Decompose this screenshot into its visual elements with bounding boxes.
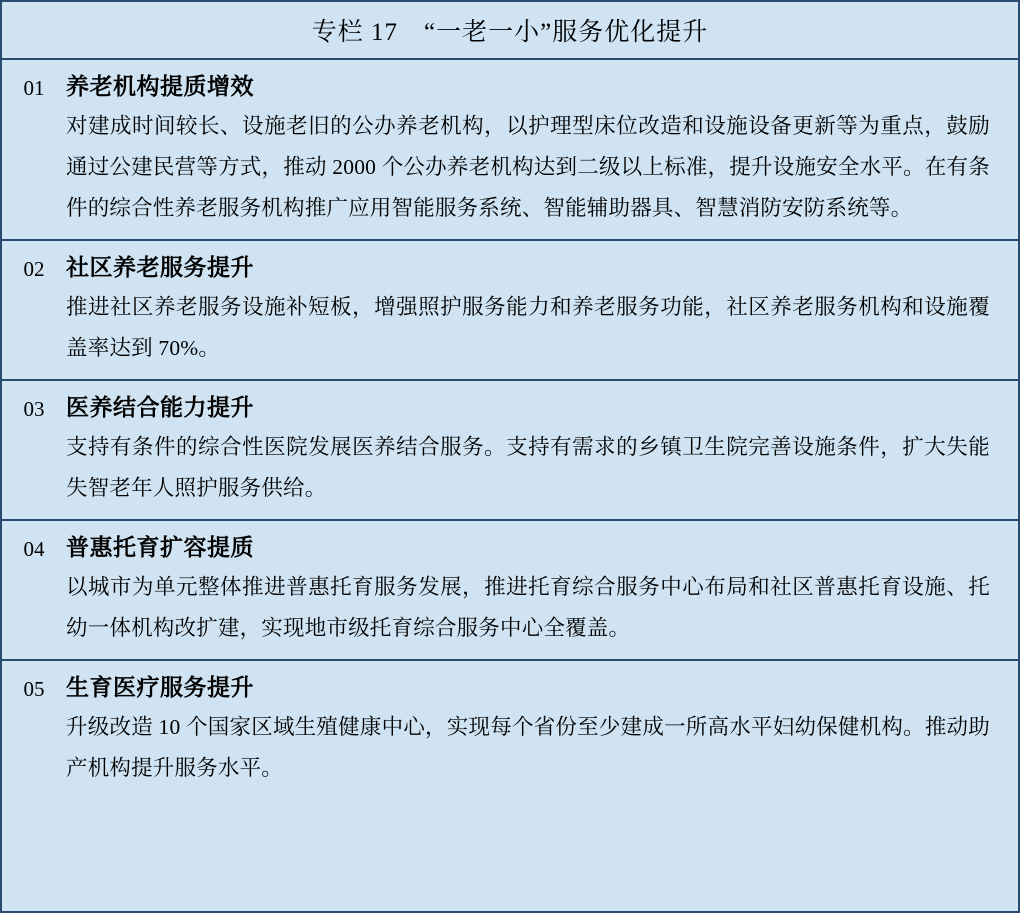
item-text: 升级改造 10 个国家区域生殖健康中心，实现每个省份至少建成一所高水平妇幼保健机构。推动助产机构提升服务水平。	[66, 715, 990, 780]
item-heading: 养老机构提质增效	[66, 74, 254, 99]
list-item	[2, 661, 1018, 799]
item-body	[66, 390, 1018, 509]
item-heading: 生育医疗服务提升	[66, 675, 254, 700]
item-text: 以城市为单元整体推进普惠托育服务发展，推进托育综合服务中心布局和社区普惠托育设施、托幼一体机构改扩建，实现地市级托育综合服务中心全覆盖。	[66, 575, 990, 640]
list-item	[2, 381, 1018, 521]
box-title-text: 专栏 17 “一老一小”服务优化提升	[311, 19, 709, 46]
item-body	[66, 250, 1018, 369]
item-body	[66, 670, 1018, 789]
box-item-list	[2, 60, 1018, 911]
item-heading: 医养结合能力提升	[66, 395, 254, 420]
item-number: 01	[23, 76, 45, 100]
item-heading: 普惠托育扩容提质	[66, 535, 254, 560]
item-text: 支持有条件的综合性医院发展医养结合服务。支持有需求的乡镇卫生院完善设施条件，扩大失能失智老年人照护服务供给。	[66, 435, 990, 500]
item-text: 对建成时间较长、设施老旧的公办养老机构，以护理型床位改造和设施设备更新等为重点，鼓励通过公建民营等方式，推动 2000 个公办养老机构达到二级以上标准，提升设施安全水平。在有条件的综合性养老服务机构推广应用智能服务系统、智能辅助器具、智慧消防安防系统等。	[66, 114, 990, 220]
item-body	[66, 530, 1018, 649]
item-number: 05	[23, 677, 45, 701]
list-item	[2, 241, 1018, 381]
item-body	[66, 69, 1018, 229]
item-heading: 社区养老服务提升	[66, 255, 254, 280]
list-item	[2, 521, 1018, 661]
item-number: 03	[23, 397, 45, 421]
item-number: 04	[23, 537, 45, 561]
list-item	[2, 60, 1018, 241]
box-title	[2, 2, 1018, 60]
item-number: 02	[23, 257, 45, 281]
item-text: 推进社区养老服务设施补短板，增强照护服务能力和养老服务功能，社区养老服务机构和设施覆盖率达到 70%。	[66, 295, 990, 360]
